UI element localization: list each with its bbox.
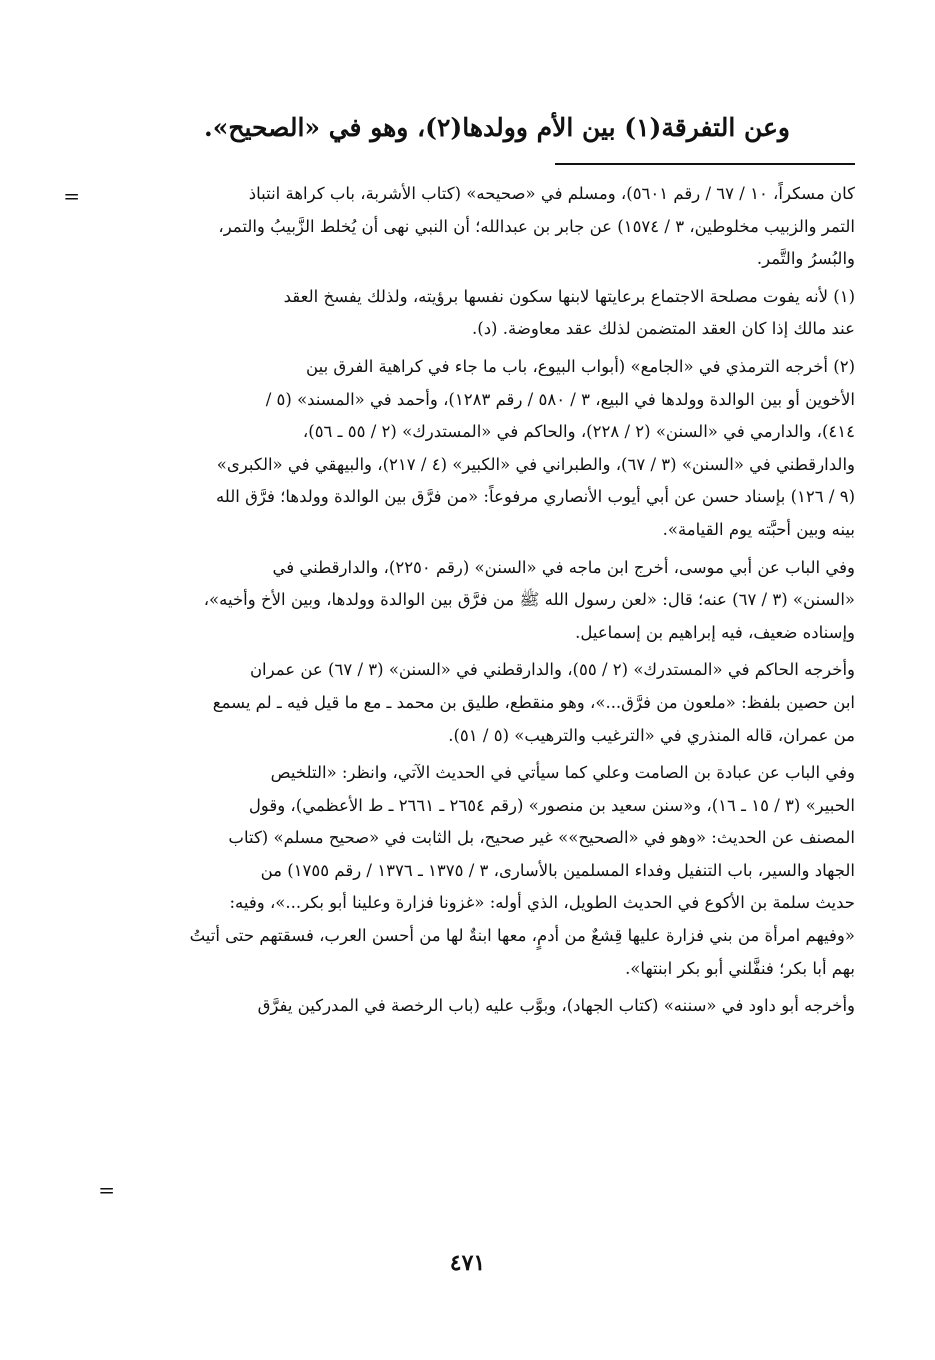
footnote-2-para-ubada (85, 757, 855, 985)
footnote-line: بينه وبين أحبَّته يوم القيامة». (662, 519, 855, 539)
footnote-line: وأخرجه الحاكم في «المستدرك» (٢ / ٥٥)، والدارقطني في «السنن» (٣ / ٦٧) عن عمران (249, 660, 855, 680)
continuation-mark-outgoing: = (98, 1178, 115, 1202)
footnote-line: الأخوين أو بين الوالدة وولدها في البيع، ٣ / ٥٨٠ / رقم ١٢٨٣)، وأحمد في «المسند» (٥ / (265, 389, 855, 409)
footnote-2-para-abu-musa (85, 552, 855, 650)
footnote-divider (555, 163, 855, 165)
footnote-2-para-imran (85, 654, 855, 752)
footnote-line: والبُسرُ والتَّمر. (756, 249, 855, 269)
main-text: وعن التفرقة(١) بين الأم وولدها(٢)، وهو في «الصحيح». (204, 113, 790, 142)
footnote-line: عند مالك إذا كان العقد المتضمن لذلك عقد معاوضة. (د). (472, 319, 855, 339)
footnote-line: والدارقطني في «السنن» (٣ / ٦٧)، والطبراني في «الكبير» (٤ / ٢١٧)، والبيهقي في «الكبرى» (216, 454, 855, 474)
footnote-line: ابن حصين بلفظ: «ملعون من فرَّق...»، وهو منقطع، طليق بن محمد ـ مع ما قيل فيه ـ لم يسمع (212, 692, 855, 712)
footnote-line: وأخرجه أبو داود في «سننه» (كتاب الجهاد)، وبوَّب عليه (باب الرخصة في المدركين يفرَّق (257, 996, 855, 1016)
footnote-line: «وفيهم امرأة من بني فزارة عليها قِشعٌ من أدمٍ، معها ابنةٌ لها من أحسن العرب، فسقتهم حتى أتيتُ (189, 926, 855, 946)
footnote-line: (٩ / ١٢٦) بإسناد حسن عن أبي أيوب الأنصاري مرفوعاً: «من فرَّق بين الوالدة وولدها؛ فرَّق الله (215, 487, 855, 507)
continuation-mark-incoming: = (63, 184, 80, 208)
footnote-line: الحبير» (٣ / ١٥ ـ ١٦)، و«سنن سعيد بن منصور» (رقم ٢٦٥٤ ـ ٢٦٦١ ـ ط الأعظمي)، وقول (248, 795, 855, 815)
footnote-line: بهم أبا بكر؛ فنفَّلني أبو بكر ابنتها». (625, 958, 855, 978)
footnote-line: ٤١٤)، والدارمي في «السنن» (٢ / ٢٢٨)، والحاكم في «المستدرك» (٢ / ٥٥ ـ ٥٦)، (302, 422, 855, 442)
footnote-1 (85, 281, 855, 346)
footnote-continuation (85, 178, 855, 276)
footnote-line: وفي الباب عن عبادة بن الصامت وعلي كما سيأتي في الحديث الآتي، وانظر: «التلخيص (270, 763, 855, 783)
page-number: ٤٧١ (449, 1250, 486, 1276)
footnotes (85, 178, 855, 1028)
footnote-line: كان مسكراً، ١٠ / ٦٧ / رقم ٥٦٠١)، ومسلم في «صحيحه» (كتاب الأشربة، باب كراهة انتباذ (248, 184, 855, 203)
footnote-line: الجهاد والسير، باب التنفيل وفداء المسلمين بالأسارى، ٣ / ١٣٧٥ ـ ١٣٧٦ / رقم ١٧٥٥) من (260, 860, 855, 880)
footnote-line: وإسناده ضعيف، فيه إبراهيم بن إسماعيل. (575, 622, 855, 642)
footnote-line: حديث سلمة بن الأكوع في الحديث الطويل، الذي أوله: «غزونا فزارة وعلينا أبو بكر...»، وفيه: (229, 893, 855, 913)
footnote-line: (١) لأنه يفوت مصلحة الاجتماع برعايتها لابنها سكون نفسها برؤيته، ولذلك يفسخ العقد (283, 286, 855, 306)
footnote-line: «السنن» (٣ / ٦٧) عنه؛ قال: «لعن رسول الله ﷺ من فرَّق بين الوالدة وولدها، وبين الأخ وأخيه»، (203, 590, 855, 610)
footnote-2 (85, 351, 855, 547)
footnote-line: التمر والزبيب مخلوطين، ٣ / ١٥٧٤) عن جابر بن عبدالله؛ أن النبي نهى أن يُخلط الزَّبيبُ والتمر، (218, 216, 855, 236)
footnote-2-para-abu-dawud (85, 990, 855, 1023)
footnote-line: وفي الباب عن أبي موسى، أخرج ابن ماجه في «السنن» (رقم ٢٢٥٠)، والدارقطني في (272, 557, 855, 577)
footnote-line: (٢) أخرجه الترمذي في «الجامع» (أبواب البيوع، باب ما جاء في كراهية الفرق بين (306, 356, 855, 376)
footnote-line: من عمران، قاله المنذري في «الترغيب والترهيب» (٥ / ٥١). (448, 725, 855, 745)
footnote-line: المصنف عن الحديث: «وهو في «الصحيح»» غير صحيح، بل الثابت في «صحيح مسلم» (كتاب (228, 828, 855, 848)
